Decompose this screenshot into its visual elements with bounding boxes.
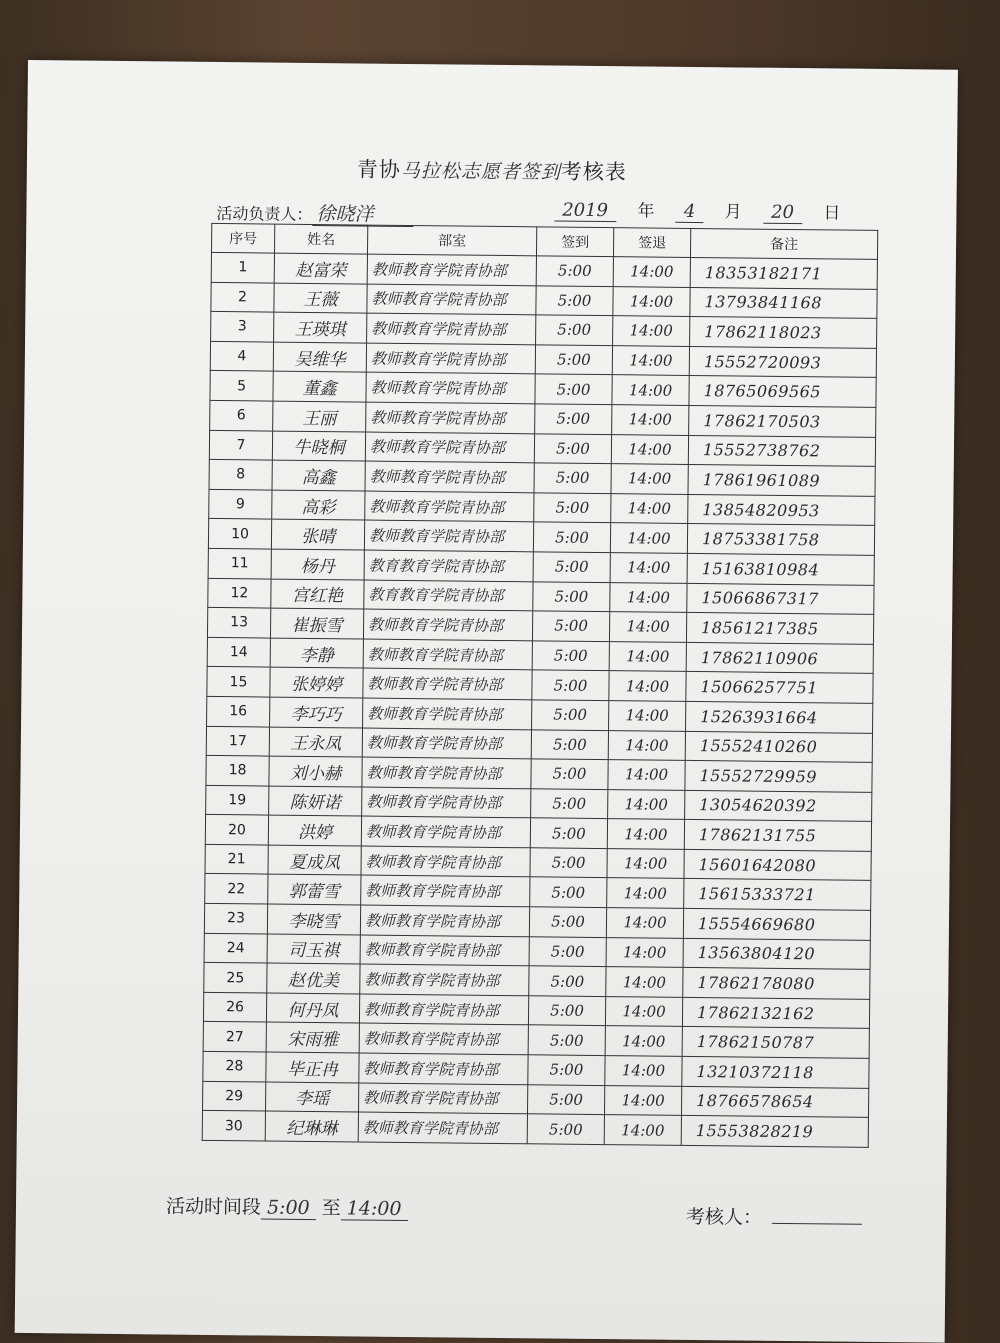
cell-name: 刘小赫 <box>269 756 362 787</box>
cell-in: 5:00 <box>527 1084 604 1114</box>
cell-dept: 教师教育学院青协部 <box>366 343 535 374</box>
cell-no: 16 <box>207 696 270 726</box>
cell-name: 夏成凤 <box>268 845 361 876</box>
cell-out: 14:00 <box>613 286 690 316</box>
cell-no: 2 <box>211 282 274 312</box>
cell-no: 4 <box>210 341 273 371</box>
date-row <box>554 196 856 224</box>
cell-note: 18561217385 <box>686 613 873 645</box>
table-row <box>202 1111 868 1148</box>
cell-note: 15601642080 <box>684 849 871 881</box>
cell-in: 5:00 <box>536 285 613 315</box>
cell-out: 14:00 <box>607 848 684 878</box>
cell-in: 5:00 <box>528 1025 605 1055</box>
cell-name: 陈妍诺 <box>269 786 362 817</box>
cell-out: 14:00 <box>613 257 690 287</box>
cell-note: 17862110906 <box>686 642 873 674</box>
cell-in: 5:00 <box>530 877 607 907</box>
cell-in: 5:00 <box>534 493 611 523</box>
cell-no: 13 <box>207 608 270 638</box>
cell-out: 14:00 <box>611 493 688 523</box>
cell-in: 5:00 <box>530 848 607 878</box>
checker-signature-line <box>772 1223 862 1225</box>
cell-dept: 教师教育学院青协部 <box>358 1083 527 1114</box>
cell-in: 5:00 <box>530 818 607 848</box>
cell-out: 14:00 <box>613 316 690 346</box>
cell-name: 吴维华 <box>273 342 366 373</box>
date-year-label: 年 <box>637 201 655 222</box>
cell-note: 15163810984 <box>687 553 874 585</box>
cell-no: 29 <box>203 1081 266 1111</box>
cell-name: 赵优美 <box>267 963 360 994</box>
cell-in: 5:00 <box>534 433 611 463</box>
cell-name: 何丹凤 <box>266 993 359 1024</box>
cell-dept: 教师教育学院青协部 <box>359 1023 528 1054</box>
cell-out: 14:00 <box>605 996 682 1026</box>
cell-in: 5:00 <box>528 1055 605 1085</box>
cell-out: 14:00 <box>605 1026 682 1056</box>
cell-out: 14:00 <box>608 730 685 760</box>
cell-name: 高鑫 <box>272 460 365 491</box>
cell-no: 12 <box>208 578 271 608</box>
cell-no: 18 <box>206 755 269 785</box>
cell-out: 14:00 <box>612 405 689 435</box>
time-to-label: 至 <box>321 1197 341 1220</box>
attendance-table <box>202 223 879 1148</box>
cell-dept: 教师教育学院青协部 <box>361 846 530 877</box>
cell-name: 高彩 <box>272 490 365 521</box>
cell-dept: 教师教育学院青协部 <box>360 964 529 995</box>
table-body <box>202 252 877 1147</box>
cell-dept: 教师教育学院青协部 <box>365 432 534 463</box>
cell-dept: 教师教育学院青协部 <box>365 491 534 522</box>
cell-out: 14:00 <box>607 819 684 849</box>
cell-note: 13854820953 <box>688 494 875 526</box>
cell-note: 15554669680 <box>683 908 870 940</box>
cell-dept: 教师教育学院青协部 <box>362 728 531 759</box>
cell-dept: 教师教育学院青协部 <box>361 816 530 847</box>
cell-dept: 教师教育学院青协部 <box>363 668 532 699</box>
cell-note: 15066257751 <box>686 672 873 704</box>
cell-in: 5:00 <box>536 256 613 286</box>
cell-out: 14:00 <box>611 464 688 494</box>
cell-name: 杨丹 <box>271 549 364 580</box>
cell-note: 17862178080 <box>683 968 870 1000</box>
leader-name: 徐晓洋 <box>312 203 413 227</box>
date-day-label: 日 <box>823 203 841 224</box>
cell-dept: 教师教育学院青协部 <box>364 520 533 551</box>
cell-note: 15263931664 <box>686 701 873 733</box>
cell-out: 14:00 <box>606 908 683 938</box>
cell-in: 5:00 <box>532 641 609 671</box>
cell-note: 13210372118 <box>682 1056 869 1088</box>
cell-dept: 教师教育学院青协部 <box>366 402 535 433</box>
cell-out: 14:00 <box>612 375 689 405</box>
cell-in: 5:00 <box>532 611 609 641</box>
cell-note: 13054620392 <box>685 790 872 822</box>
cell-note: 18753381758 <box>687 524 874 556</box>
cell-out: 14:00 <box>604 1085 681 1115</box>
cell-in: 5:00 <box>532 670 609 700</box>
header-dept: 部室 <box>367 225 536 256</box>
cell-in: 5:00 <box>535 404 612 434</box>
cell-name: 赵富荣 <box>274 253 367 284</box>
title-suffix: 考核表 <box>560 159 627 185</box>
cell-note: 17862118023 <box>690 317 877 349</box>
time-end: 14:00 <box>341 1197 408 1221</box>
cell-dept: 教师教育学院青协部 <box>359 994 528 1025</box>
title-prefix: 青协 <box>356 157 401 182</box>
cell-in: 5:00 <box>531 729 608 759</box>
cell-name: 李巧巧 <box>270 697 363 728</box>
cell-no: 30 <box>202 1111 265 1141</box>
cell-no: 28 <box>203 1051 266 1081</box>
checker-label: 考核人： <box>685 1205 763 1229</box>
cell-no: 19 <box>206 785 269 815</box>
cell-name: 李晓雪 <box>267 904 360 935</box>
header-note: 备注 <box>690 228 877 259</box>
cell-out: 14:00 <box>610 523 687 553</box>
cell-name: 张晴 <box>271 519 364 550</box>
cell-no: 15 <box>207 667 270 697</box>
cell-name: 洪婷 <box>268 815 361 846</box>
cell-note: 15552720093 <box>689 346 876 378</box>
cell-note: 15553828219 <box>681 1116 868 1148</box>
cell-dept: 教师教育学院青协部 <box>358 1112 527 1143</box>
cell-no: 3 <box>211 312 274 342</box>
header-name: 姓名 <box>274 224 367 254</box>
cell-out: 14:00 <box>610 553 687 583</box>
cell-note: 18353182171 <box>690 257 877 289</box>
cell-in: 5:00 <box>535 345 612 375</box>
date-month: 4 <box>676 201 704 223</box>
header-no: 序号 <box>211 223 274 253</box>
cell-out: 14:00 <box>606 937 683 967</box>
cell-name: 董鑫 <box>273 371 366 402</box>
cell-in: 5:00 <box>528 996 605 1026</box>
time-label: 活动时间段 <box>165 1195 262 1219</box>
leader-label: 活动负责人： <box>216 203 313 224</box>
cell-no: 9 <box>209 489 272 519</box>
cell-dept: 教师教育学院青协部 <box>365 461 534 492</box>
cell-name: 牛晓桐 <box>272 431 365 462</box>
cell-in: 5:00 <box>529 907 606 937</box>
cell-no: 11 <box>208 548 271 578</box>
cell-dept: 教师教育学院青协部 <box>363 698 532 729</box>
cell-no: 21 <box>205 844 268 874</box>
cell-in: 5:00 <box>527 1114 604 1144</box>
cell-name: 张婷婷 <box>270 667 363 698</box>
cell-no: 7 <box>209 430 272 460</box>
title-handwritten: 马拉松志愿者签到 <box>400 159 561 184</box>
cell-dept: 教师教育学院青协部 <box>362 787 531 818</box>
cell-no: 5 <box>210 371 273 401</box>
cell-no: 6 <box>210 400 273 430</box>
cell-in: 5:00 <box>529 936 606 966</box>
cell-out: 14:00 <box>604 1115 681 1145</box>
cell-note: 13793841168 <box>690 287 877 319</box>
cell-name: 王薇 <box>274 283 367 314</box>
cell-no: 20 <box>205 815 268 845</box>
cell-name: 宫红艳 <box>271 579 364 610</box>
cell-name: 纪琳琳 <box>265 1111 358 1142</box>
cell-dept: 教师教育学院青协部 <box>360 935 529 966</box>
cell-in: 5:00 <box>532 700 609 730</box>
cell-dept: 教育教育学院青协部 <box>364 580 533 611</box>
cell-out: 14:00 <box>609 701 686 731</box>
cell-out: 14:00 <box>608 760 685 790</box>
cell-dept: 教师教育学院青协部 <box>366 372 535 403</box>
cell-in: 5:00 <box>536 315 613 345</box>
cell-name: 王瑛琪 <box>274 312 367 343</box>
cell-dept: 教师教育学院青协部 <box>360 905 529 936</box>
sign-in-sheet <box>15 60 958 1343</box>
cell-dept: 教育教育学院青协部 <box>364 550 533 581</box>
cell-in: 5:00 <box>531 759 608 789</box>
cell-in: 5:00 <box>529 966 606 996</box>
cell-out: 14:00 <box>606 967 683 997</box>
cell-note: 15552410260 <box>685 731 872 763</box>
cell-dept: 教师教育学院青协部 <box>363 609 532 640</box>
cell-out: 14:00 <box>609 671 686 701</box>
cell-dept: 教师教育学院青协部 <box>367 254 536 285</box>
cell-name: 宋雨雅 <box>266 1022 359 1053</box>
cell-note: 15066867317 <box>687 583 874 615</box>
cell-no: 1 <box>211 252 274 282</box>
cell-name: 王丽 <box>273 401 366 432</box>
header-sign-out: 签退 <box>613 228 690 258</box>
cell-no: 10 <box>208 519 271 549</box>
cell-out: 14:00 <box>610 582 687 612</box>
cell-out: 14:00 <box>612 345 689 375</box>
cell-in: 5:00 <box>535 374 612 404</box>
cell-name: 司玉祺 <box>267 934 360 965</box>
cell-no: 23 <box>204 903 267 933</box>
cell-in: 5:00 <box>533 552 610 582</box>
cell-name: 李瑶 <box>266 1082 359 1113</box>
cell-note: 13563804120 <box>683 938 870 970</box>
cell-note: 17862170503 <box>689 405 876 437</box>
cell-note: 17862150787 <box>682 1027 869 1059</box>
cell-no: 24 <box>204 933 267 963</box>
cell-dept: 教师教育学院青协部 <box>359 1053 528 1084</box>
cell-in: 5:00 <box>534 463 611 493</box>
cell-no: 14 <box>207 637 270 667</box>
cell-note: 15615333721 <box>684 879 871 911</box>
cell-in: 5:00 <box>533 522 610 552</box>
cell-name: 王永凤 <box>269 727 362 758</box>
cell-out: 14:00 <box>609 641 686 671</box>
cell-no: 8 <box>209 460 272 490</box>
cell-note: 15552738762 <box>688 435 875 467</box>
cell-no: 17 <box>206 726 269 756</box>
cell-note: 18766578654 <box>681 1086 868 1118</box>
cell-name: 郭蕾雪 <box>268 875 361 906</box>
cell-out: 14:00 <box>609 612 686 642</box>
cell-name: 毕正冉 <box>266 1052 359 1083</box>
cell-dept: 教师教育学院青协部 <box>362 757 531 788</box>
cell-in: 5:00 <box>531 788 608 818</box>
cell-name: 李静 <box>270 638 363 669</box>
cell-in: 5:00 <box>533 581 610 611</box>
cell-dept: 教师教育学院青协部 <box>367 313 536 344</box>
cell-note: 17862131755 <box>684 820 871 852</box>
cell-no: 25 <box>204 963 267 993</box>
cell-dept: 教师教育学院青协部 <box>361 876 530 907</box>
activity-time <box>166 1192 408 1222</box>
date-day: 20 <box>763 202 802 224</box>
cell-dept: 教师教育学院青协部 <box>363 639 532 670</box>
cell-note: 17861961089 <box>688 465 875 497</box>
cell-note: 18765069565 <box>689 376 876 408</box>
cell-dept: 教师教育学院青协部 <box>367 284 536 315</box>
cell-out: 14:00 <box>607 878 684 908</box>
sheet-title <box>27 150 957 190</box>
cell-no: 27 <box>203 1022 266 1052</box>
cell-no: 22 <box>205 874 268 904</box>
time-start: 5:00 <box>261 1197 316 1221</box>
cell-note: 15552729959 <box>685 761 872 793</box>
header-sign-in: 签到 <box>536 227 613 257</box>
date-year: 2019 <box>554 200 616 223</box>
cell-out: 14:00 <box>611 434 688 464</box>
cell-no: 26 <box>203 992 266 1022</box>
checker <box>686 1202 862 1231</box>
cell-out: 14:00 <box>608 789 685 819</box>
cell-name: 崔振雪 <box>270 608 363 639</box>
cell-note: 17862132162 <box>682 997 869 1029</box>
date-month-label: 月 <box>724 202 742 223</box>
cell-out: 14:00 <box>605 1056 682 1086</box>
